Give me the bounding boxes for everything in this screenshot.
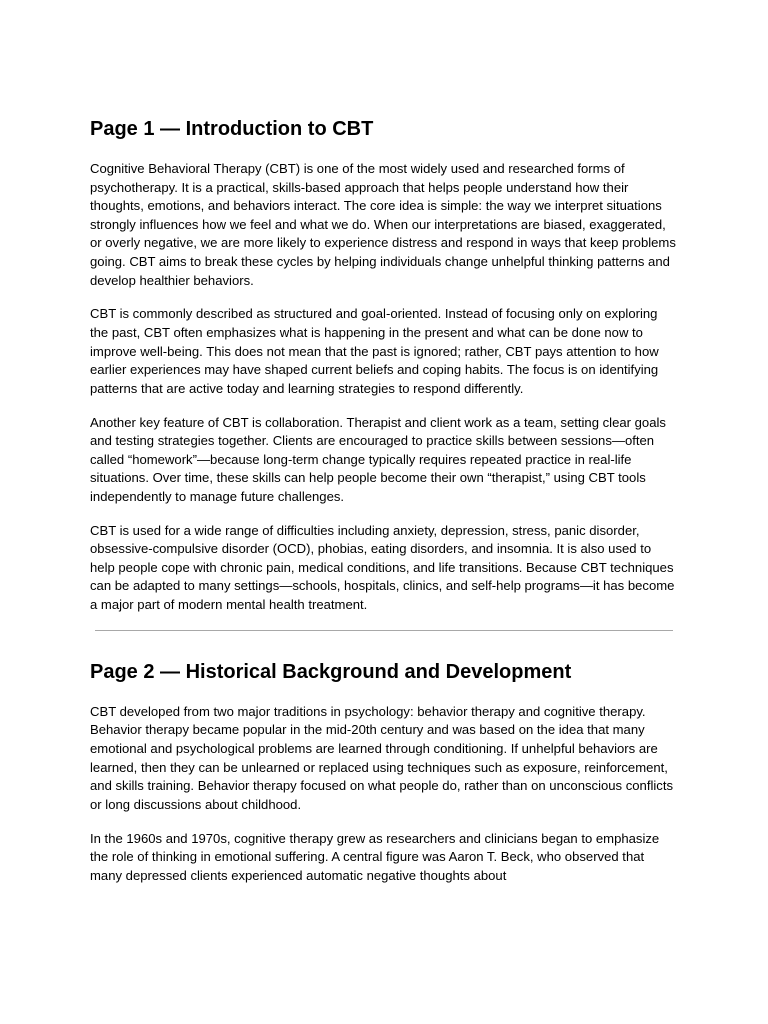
section-historical-background: [90, 659, 678, 886]
paragraph: Another key feature of CBT is collaboration. Therapist and client work as a team, setting clear goals and testing strategies together. Clients are encouraged to practice skills between sessions—often called “homework”—because long-term change typically requires repeated practice in real-life situations. Over time, these skills can help people become their own “therapist,” using CBT tools independently to manage future challenges.: [90, 414, 666, 504]
paragraph: CBT is used for a wide range of difficulties including anxiety, depression, stress, panic disorder, obsessive-compulsive disorder (OCD), phobias, eating disorders, and insomnia. It is also used to help people cope with chronic pain, medical conditions, and life transitions. Because CBT techniques can be adapted to many settings—schools, hospitals, clinics, and self-help programs—it has become a major part of modern mental health treatment.: [90, 522, 675, 613]
paragraph: CBT is commonly described as structured and goal-oriented. Instead of focusing only on exploring the past, CBT often emphasizes what is happening in the present and what can be done now to improve well-being. This does not mean that the past is ignored; rather, CBT pays attention to how earlier experiences may have shaped current beliefs and coping habits. The focus is on identifying patterns that are active today and learning strategies to respond differently.: [90, 306, 659, 396]
section-introduction: [90, 116, 678, 615]
section-heading: Page 1 — Introduction to CBT: [90, 118, 374, 140]
page-divider: [95, 630, 673, 631]
section-heading: Page 2 — Historical Background and Development: [90, 660, 572, 683]
paragraph: Cognitive Behavioral Therapy (CBT) is one of the most widely used and researched forms of psychotherapy. It is a practical, skills-based approach that helps people understand how their thoughts, emotions, and behaviors interact. The core idea is simple: the way we interpret situations strongly influences how we feel and what we do. When our interpretations are biased, exaggerated, or overly negative, we are more likely to experience distress and respond in ways that keep problems going. CBT aims to break these cycles by helping individuals change unhelpful thinking patterns and develop healthier behaviors.: [90, 161, 676, 288]
paragraph: In the 1960s and 1970s, cognitive therapy grew as researchers and clinicians began to emphasize the role of thinking in emotional suffering. A central figure was Aaron T. Beck, who observed that many depressed clients experienced automatic negative thoughts about: [90, 830, 660, 883]
paragraph: CBT developed from two major traditions in psychology: behavior therapy and cognitive therapy. Behavior therapy became popular in the mid-20th century and was based on the idea that many emotional and psychological problems are learned through conditioning. If unhelpful behaviors are learned, then they can be unlearned or replaced using techniques such as exposure, reinforcement, and skills training. Behavior therapy focused on what people do, rather than on unconscious conflicts or long discussions about childhood.: [90, 703, 674, 812]
